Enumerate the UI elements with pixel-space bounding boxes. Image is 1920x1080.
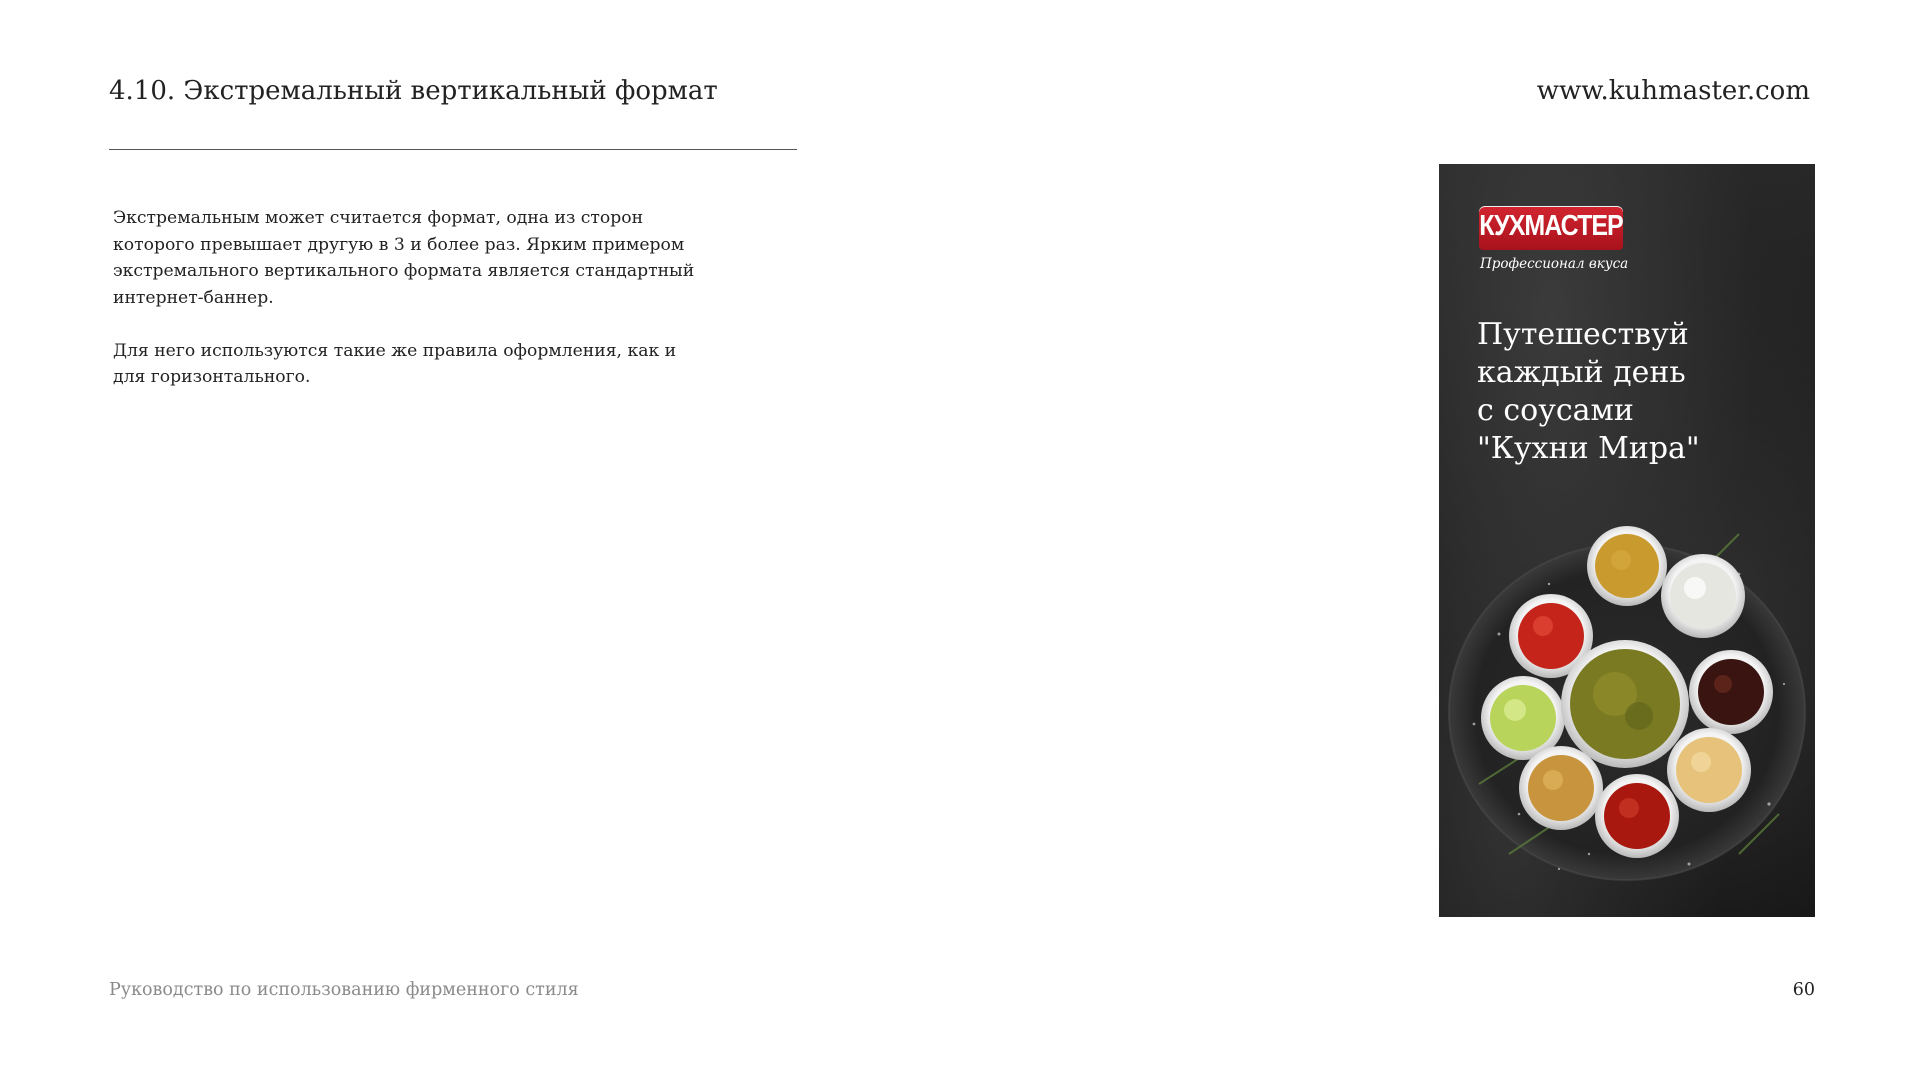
headline-line: с соусами	[1477, 393, 1634, 428]
headline-line: "Кухни Мира"	[1477, 431, 1700, 466]
headline-line: Путешествуй	[1477, 317, 1689, 352]
body-text	[113, 205, 713, 417]
headline-line: каждый день	[1477, 355, 1686, 390]
body-paragraph-2: Для него используются такие же правила оформления, как и для горизонтального.	[113, 340, 677, 387]
brand-logo	[1479, 206, 1629, 278]
title-divider	[109, 149, 797, 150]
footer-guide-title: Руководство по использованию фирменного стиля	[109, 980, 579, 1000]
page-number: 60	[1792, 980, 1815, 1000]
logo-tagline: Профессионал вкуса	[1480, 256, 1629, 272]
banner-example	[1439, 164, 1815, 917]
site-url[interactable]: www.kuhmaster.com	[1536, 76, 1810, 106]
section-title: 4.10. Экстремальный вертикальный формат	[109, 76, 718, 106]
logo-brand-name: КУХМАСТЕР	[1479, 209, 1623, 243]
body-paragraph-1: Экстремальным может считается формат, одна из сторон которого превышает другую в 3 и более раз. Ярким примером экстремального вертикального формата является стандартный интернет-баннер.	[113, 208, 695, 308]
banner-headline	[1477, 316, 1807, 468]
